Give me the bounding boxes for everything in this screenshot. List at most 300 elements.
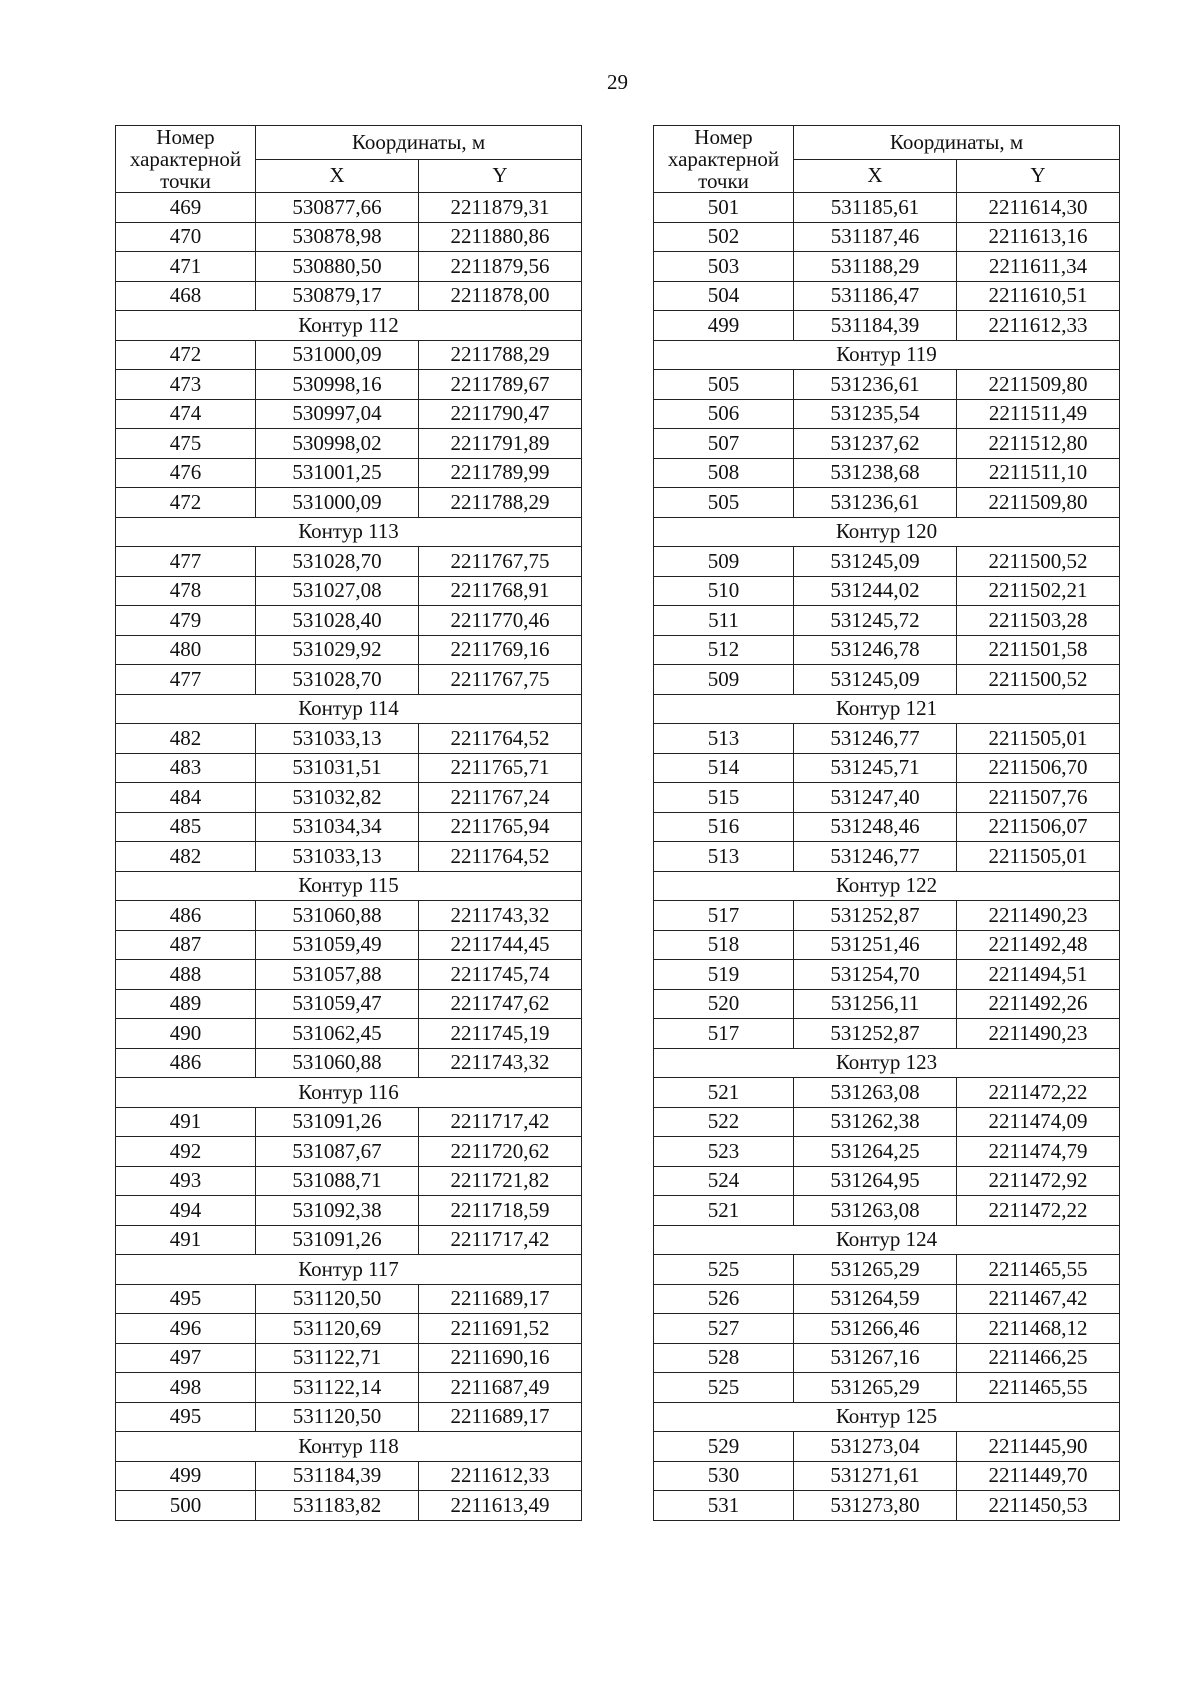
table-row	[116, 1048, 582, 1078]
y-coordinate-cell: 2211718,59	[419, 1196, 582, 1226]
point-number-cell: 478	[116, 576, 256, 606]
y-coordinate-cell: 2211743,32	[419, 1048, 582, 1078]
y-coordinate-cell: 2211789,67	[419, 370, 582, 400]
point-number-cell: 525	[654, 1373, 794, 1403]
x-coordinate-cell: 531251,46	[794, 930, 957, 960]
table-row	[116, 193, 582, 223]
contour-row	[654, 1225, 1120, 1255]
x-coordinate-cell: 531057,88	[256, 960, 419, 990]
x-coordinate-cell: 531034,34	[256, 812, 419, 842]
contour-row	[116, 1078, 582, 1108]
y-coordinate-cell: 2211743,32	[419, 901, 582, 931]
y-coordinate-cell: 2211505,01	[957, 842, 1120, 872]
point-number-cell: 477	[116, 665, 256, 695]
point-number-cell: 523	[654, 1137, 794, 1167]
x-coordinate-cell: 531029,92	[256, 635, 419, 665]
y-coordinate-cell: 2211879,56	[419, 252, 582, 282]
x-coordinate-cell: 531033,13	[256, 724, 419, 754]
x-coordinate-cell: 531028,70	[256, 665, 419, 695]
y-coordinate-cell: 2211769,16	[419, 635, 582, 665]
x-coordinate-cell: 530997,04	[256, 399, 419, 429]
x-coordinate-cell: 531235,54	[794, 399, 957, 429]
y-coordinate-cell: 2211767,75	[419, 665, 582, 695]
contour-row	[116, 694, 582, 724]
point-number-cell: 517	[654, 1019, 794, 1049]
y-coordinate-cell: 2211472,22	[957, 1078, 1120, 1108]
y-coordinate-cell: 2211790,47	[419, 399, 582, 429]
table-row	[116, 576, 582, 606]
point-number-cell: 505	[654, 370, 794, 400]
y-coordinate-cell: 2211721,82	[419, 1166, 582, 1196]
x-coordinate-cell: 531033,13	[256, 842, 419, 872]
y-coordinate-cell: 2211788,29	[419, 340, 582, 370]
y-coordinate-cell: 2211492,26	[957, 989, 1120, 1019]
point-number-cell: 530	[654, 1461, 794, 1491]
x-coordinate-cell: 531245,71	[794, 753, 957, 783]
table-row	[654, 252, 1120, 282]
table-row	[654, 576, 1120, 606]
point-number-cell: 510	[654, 576, 794, 606]
x-coordinate-cell: 531001,25	[256, 458, 419, 488]
point-number-cell: 482	[116, 724, 256, 754]
table-row	[654, 724, 1120, 754]
contour-label: Контур 120	[654, 517, 1120, 547]
table-row	[116, 783, 582, 813]
y-coordinate-cell: 2211613,49	[419, 1491, 582, 1521]
y-coordinate-cell: 2211445,90	[957, 1432, 1120, 1462]
contour-label: Контур 117	[116, 1255, 582, 1285]
point-number-cell: 517	[654, 901, 794, 931]
y-coordinate-cell: 2211691,52	[419, 1314, 582, 1344]
point-number-cell: 529	[654, 1432, 794, 1462]
table-row	[116, 1402, 582, 1432]
x-coordinate-cell: 531265,29	[794, 1255, 957, 1285]
x-coordinate-cell: 531184,39	[256, 1461, 419, 1491]
y-coordinate-cell: 2211509,80	[957, 370, 1120, 400]
table-row	[654, 193, 1120, 223]
y-coordinate-cell: 2211509,80	[957, 488, 1120, 518]
x-coordinate-cell: 531263,08	[794, 1078, 957, 1108]
table-row	[116, 753, 582, 783]
y-coordinate-cell: 2211612,33	[419, 1461, 582, 1491]
contour-row	[654, 694, 1120, 724]
table-row	[654, 1491, 1120, 1521]
table-row	[654, 1255, 1120, 1285]
x-coordinate-cell: 531245,09	[794, 547, 957, 577]
y-coordinate-cell: 2211878,00	[419, 281, 582, 311]
table-row	[654, 370, 1120, 400]
table-row	[116, 1284, 582, 1314]
contour-row	[654, 517, 1120, 547]
x-coordinate-cell: 531000,09	[256, 488, 419, 518]
x-coordinate-cell: 531256,11	[794, 989, 957, 1019]
table-row	[116, 1019, 582, 1049]
table-row	[116, 1491, 582, 1521]
y-coordinate-cell: 2211472,92	[957, 1166, 1120, 1196]
y-coordinate-cell: 2211717,42	[419, 1225, 582, 1255]
table-row	[654, 1166, 1120, 1196]
table-row	[654, 1284, 1120, 1314]
y-coordinate-cell: 2211449,70	[957, 1461, 1120, 1491]
point-number-cell: 489	[116, 989, 256, 1019]
y-coordinate-cell: 2211465,55	[957, 1255, 1120, 1285]
x-coordinate-cell: 531252,87	[794, 1019, 957, 1049]
y-coordinate-cell: 2211880,86	[419, 222, 582, 252]
y-coordinate-cell: 2211768,91	[419, 576, 582, 606]
table-body	[654, 193, 1120, 1521]
x-coordinate-cell: 531185,61	[794, 193, 957, 223]
contour-label: Контур 125	[654, 1402, 1120, 1432]
x-coordinate-cell: 531264,95	[794, 1166, 957, 1196]
point-number-cell: 501	[654, 193, 794, 223]
x-coordinate-cell: 530880,50	[256, 252, 419, 282]
table-row	[654, 488, 1120, 518]
y-coordinate-cell: 2211764,52	[419, 842, 582, 872]
y-coordinate-cell: 2211506,07	[957, 812, 1120, 842]
table-row	[654, 458, 1120, 488]
table-body	[116, 193, 582, 1521]
y-coordinate-cell: 2211467,42	[957, 1284, 1120, 1314]
point-number-cell: 513	[654, 842, 794, 872]
x-coordinate-cell: 531244,02	[794, 576, 957, 606]
x-coordinate-cell: 531247,40	[794, 783, 957, 813]
x-coordinate-cell: 531273,04	[794, 1432, 957, 1462]
y-coordinate-cell: 2211789,99	[419, 458, 582, 488]
x-coordinate-cell: 531000,09	[256, 340, 419, 370]
y-coordinate-cell: 2211450,53	[957, 1491, 1120, 1521]
point-number-cell: 474	[116, 399, 256, 429]
contour-row	[116, 517, 582, 547]
table-row	[116, 1137, 582, 1167]
point-number-cell: 499	[116, 1461, 256, 1491]
point-number-cell: 495	[116, 1284, 256, 1314]
y-coordinate-cell: 2211474,09	[957, 1107, 1120, 1137]
x-coordinate-cell: 531187,46	[794, 222, 957, 252]
x-coordinate-cell: 531120,50	[256, 1402, 419, 1432]
x-coordinate-cell: 530877,66	[256, 193, 419, 223]
y-coordinate-cell: 2211717,42	[419, 1107, 582, 1137]
point-number-cell: 513	[654, 724, 794, 754]
point-number-cell: 470	[116, 222, 256, 252]
point-number-cell: 498	[116, 1373, 256, 1403]
y-coordinate-cell: 2211614,30	[957, 193, 1120, 223]
y-coordinate-cell: 2211506,70	[957, 753, 1120, 783]
y-coordinate-cell: 2211745,19	[419, 1019, 582, 1049]
table-row	[116, 1314, 582, 1344]
y-coordinate-cell: 2211767,75	[419, 547, 582, 577]
table-row	[654, 783, 1120, 813]
point-number-cell: 491	[116, 1225, 256, 1255]
x-coordinate-cell: 531062,45	[256, 1019, 419, 1049]
x-coordinate-cell: 531122,14	[256, 1373, 419, 1403]
table-row	[116, 1343, 582, 1373]
y-coordinate-cell: 2211610,51	[957, 281, 1120, 311]
contour-row	[654, 871, 1120, 901]
x-coordinate-cell: 531246,78	[794, 635, 957, 665]
table-row	[116, 1225, 582, 1255]
point-number-cell: 496	[116, 1314, 256, 1344]
point-number-cell: 521	[654, 1078, 794, 1108]
table-row	[116, 635, 582, 665]
x-coordinate-cell: 531262,38	[794, 1107, 957, 1137]
point-number-cell: 485	[116, 812, 256, 842]
table-row	[116, 252, 582, 282]
point-number-cell: 487	[116, 930, 256, 960]
y-coordinate-cell: 2211788,29	[419, 488, 582, 518]
table-row	[654, 1314, 1120, 1344]
table-row	[654, 606, 1120, 636]
point-number-cell: 522	[654, 1107, 794, 1137]
x-coordinate-cell: 530998,16	[256, 370, 419, 400]
x-coordinate-cell: 531183,82	[256, 1491, 419, 1521]
point-number-cell: 492	[116, 1137, 256, 1167]
point-number-cell: 506	[654, 399, 794, 429]
x-coordinate-cell: 531246,77	[794, 842, 957, 872]
point-number-cell: 493	[116, 1166, 256, 1196]
x-coordinate-cell: 531246,77	[794, 724, 957, 754]
table-row	[116, 665, 582, 695]
x-coordinate-cell: 531122,71	[256, 1343, 419, 1373]
contour-label: Контур 118	[116, 1432, 582, 1462]
point-number-cell: 472	[116, 340, 256, 370]
table-row	[116, 1461, 582, 1491]
contour-row	[654, 1402, 1120, 1432]
point-number-cell: 469	[116, 193, 256, 223]
contour-label: Контур 112	[116, 311, 582, 341]
table-row	[654, 311, 1120, 341]
page-number: 29	[607, 70, 628, 94]
point-number-cell: 488	[116, 960, 256, 990]
point-number-cell: 521	[654, 1196, 794, 1226]
point-number-cell: 473	[116, 370, 256, 400]
x-coordinate-cell: 531091,26	[256, 1225, 419, 1255]
table-row	[654, 1078, 1120, 1108]
point-number-cell: 504	[654, 281, 794, 311]
y-coordinate-cell: 2211494,51	[957, 960, 1120, 990]
table-row	[654, 1461, 1120, 1491]
table-row	[654, 1343, 1120, 1373]
x-coordinate-cell: 531186,47	[794, 281, 957, 311]
coordinates-table-left	[115, 125, 582, 1521]
y-coordinate-cell: 2211765,71	[419, 753, 582, 783]
table-row	[116, 960, 582, 990]
y-coordinate-cell: 2211770,46	[419, 606, 582, 636]
x-coordinate-cell: 531236,61	[794, 370, 957, 400]
table-row	[654, 989, 1120, 1019]
header-coordinates: Координаты, м	[256, 126, 582, 160]
contour-label: Контур 122	[654, 871, 1120, 901]
x-coordinate-cell: 530879,17	[256, 281, 419, 311]
x-coordinate-cell: 531263,08	[794, 1196, 957, 1226]
table-row	[654, 753, 1120, 783]
point-number-cell: 483	[116, 753, 256, 783]
point-number-cell: 525	[654, 1255, 794, 1285]
contour-row	[116, 1255, 582, 1285]
x-coordinate-cell: 531271,61	[794, 1461, 957, 1491]
table-row	[116, 340, 582, 370]
x-coordinate-cell: 531248,46	[794, 812, 957, 842]
point-number-cell: 519	[654, 960, 794, 990]
header-x: X	[794, 159, 957, 193]
table-row	[654, 1137, 1120, 1167]
point-number-cell: 475	[116, 429, 256, 459]
contour-row	[654, 340, 1120, 370]
point-number-cell: 479	[116, 606, 256, 636]
contour-label: Контур 124	[654, 1225, 1120, 1255]
table-row	[654, 399, 1120, 429]
point-number-cell: 511	[654, 606, 794, 636]
header-y: Y	[419, 159, 582, 193]
header-point-number: Номер характерной точки	[116, 126, 256, 193]
point-number-cell: 491	[116, 1107, 256, 1137]
contour-row	[654, 1048, 1120, 1078]
table-row	[116, 1107, 582, 1137]
table-row	[116, 989, 582, 1019]
point-number-cell: 476	[116, 458, 256, 488]
x-coordinate-cell: 531087,67	[256, 1137, 419, 1167]
table-row	[654, 547, 1120, 577]
point-number-cell: 524	[654, 1166, 794, 1196]
contour-label: Контур 119	[654, 340, 1120, 370]
x-coordinate-cell: 531059,49	[256, 930, 419, 960]
table-row	[116, 429, 582, 459]
y-coordinate-cell: 2211612,33	[957, 311, 1120, 341]
point-number-cell: 507	[654, 429, 794, 459]
x-coordinate-cell: 531267,16	[794, 1343, 957, 1373]
table-row	[654, 635, 1120, 665]
header-point-number: Номер характерной точки	[654, 126, 794, 193]
table-row	[654, 1373, 1120, 1403]
y-coordinate-cell: 2211512,80	[957, 429, 1120, 459]
table-row	[116, 842, 582, 872]
table-row	[654, 665, 1120, 695]
table-row	[116, 930, 582, 960]
x-coordinate-cell: 531238,68	[794, 458, 957, 488]
y-coordinate-cell: 2211505,01	[957, 724, 1120, 754]
y-coordinate-cell: 2211502,21	[957, 576, 1120, 606]
x-coordinate-cell: 531264,25	[794, 1137, 957, 1167]
table-row	[654, 930, 1120, 960]
point-number-cell: 531	[654, 1491, 794, 1521]
y-coordinate-cell: 2211474,79	[957, 1137, 1120, 1167]
contour-label: Контур 123	[654, 1048, 1120, 1078]
x-coordinate-cell: 531060,88	[256, 1048, 419, 1078]
point-number-cell: 497	[116, 1343, 256, 1373]
x-coordinate-cell: 531188,29	[794, 252, 957, 282]
y-coordinate-cell: 2211468,12	[957, 1314, 1120, 1344]
x-coordinate-cell: 531088,71	[256, 1166, 419, 1196]
x-coordinate-cell: 531032,82	[256, 783, 419, 813]
x-coordinate-cell: 531031,51	[256, 753, 419, 783]
header-x: X	[256, 159, 419, 193]
point-number-cell: 482	[116, 842, 256, 872]
y-coordinate-cell: 2211511,49	[957, 399, 1120, 429]
point-number-cell: 471	[116, 252, 256, 282]
y-coordinate-cell: 2211689,17	[419, 1284, 582, 1314]
header-y: Y	[957, 159, 1120, 193]
y-coordinate-cell: 2211689,17	[419, 1402, 582, 1432]
y-coordinate-cell: 2211765,94	[419, 812, 582, 842]
point-number-cell: 480	[116, 635, 256, 665]
x-coordinate-cell: 531245,72	[794, 606, 957, 636]
x-coordinate-cell: 531120,50	[256, 1284, 419, 1314]
y-coordinate-cell: 2211507,76	[957, 783, 1120, 813]
point-number-cell: 472	[116, 488, 256, 518]
table-row	[654, 429, 1120, 459]
y-coordinate-cell: 2211767,24	[419, 783, 582, 813]
y-coordinate-cell: 2211690,16	[419, 1343, 582, 1373]
x-coordinate-cell: 531028,70	[256, 547, 419, 577]
table-row	[116, 547, 582, 577]
y-coordinate-cell: 2211747,62	[419, 989, 582, 1019]
table-row	[654, 1432, 1120, 1462]
y-coordinate-cell: 2211611,34	[957, 252, 1120, 282]
y-coordinate-cell: 2211720,62	[419, 1137, 582, 1167]
point-number-cell: 515	[654, 783, 794, 813]
point-number-cell: 505	[654, 488, 794, 518]
table-row	[116, 1196, 582, 1226]
contour-label: Контур 115	[116, 871, 582, 901]
point-number-cell: 494	[116, 1196, 256, 1226]
x-coordinate-cell: 531060,88	[256, 901, 419, 931]
x-coordinate-cell: 530878,98	[256, 222, 419, 252]
point-number-cell: 520	[654, 989, 794, 1019]
x-coordinate-cell: 531092,38	[256, 1196, 419, 1226]
point-number-cell: 495	[116, 1402, 256, 1432]
table-row	[116, 606, 582, 636]
point-number-cell: 477	[116, 547, 256, 577]
table-row	[116, 488, 582, 518]
coordinates-table-right	[653, 125, 1120, 1521]
x-coordinate-cell: 530998,02	[256, 429, 419, 459]
point-number-cell: 499	[654, 311, 794, 341]
x-coordinate-cell: 531091,26	[256, 1107, 419, 1137]
contour-label: Контур 116	[116, 1078, 582, 1108]
point-number-cell: 502	[654, 222, 794, 252]
y-coordinate-cell: 2211791,89	[419, 429, 582, 459]
table-row	[116, 1373, 582, 1403]
x-coordinate-cell: 531254,70	[794, 960, 957, 990]
y-coordinate-cell: 2211687,49	[419, 1373, 582, 1403]
y-coordinate-cell: 2211613,16	[957, 222, 1120, 252]
point-number-cell: 486	[116, 901, 256, 931]
y-coordinate-cell: 2211511,10	[957, 458, 1120, 488]
y-coordinate-cell: 2211744,45	[419, 930, 582, 960]
header-coordinates: Координаты, м	[794, 126, 1120, 160]
table-row	[654, 1019, 1120, 1049]
y-coordinate-cell: 2211490,23	[957, 1019, 1120, 1049]
contour-label: Контур 113	[116, 517, 582, 547]
table-row	[116, 1166, 582, 1196]
table-row	[654, 1107, 1120, 1137]
x-coordinate-cell: 531245,09	[794, 665, 957, 695]
point-number-cell: 512	[654, 635, 794, 665]
table-row	[654, 222, 1120, 252]
point-number-cell: 528	[654, 1343, 794, 1373]
x-coordinate-cell: 531028,40	[256, 606, 419, 636]
table-row	[116, 724, 582, 754]
y-coordinate-cell: 2211472,22	[957, 1196, 1120, 1226]
y-coordinate-cell: 2211503,28	[957, 606, 1120, 636]
point-number-cell: 526	[654, 1284, 794, 1314]
y-coordinate-cell: 2211764,52	[419, 724, 582, 754]
y-coordinate-cell: 2211466,25	[957, 1343, 1120, 1373]
y-coordinate-cell: 2211465,55	[957, 1373, 1120, 1403]
point-number-cell: 500	[116, 1491, 256, 1521]
x-coordinate-cell: 531273,80	[794, 1491, 957, 1521]
table-row	[116, 399, 582, 429]
x-coordinate-cell: 531265,29	[794, 1373, 957, 1403]
